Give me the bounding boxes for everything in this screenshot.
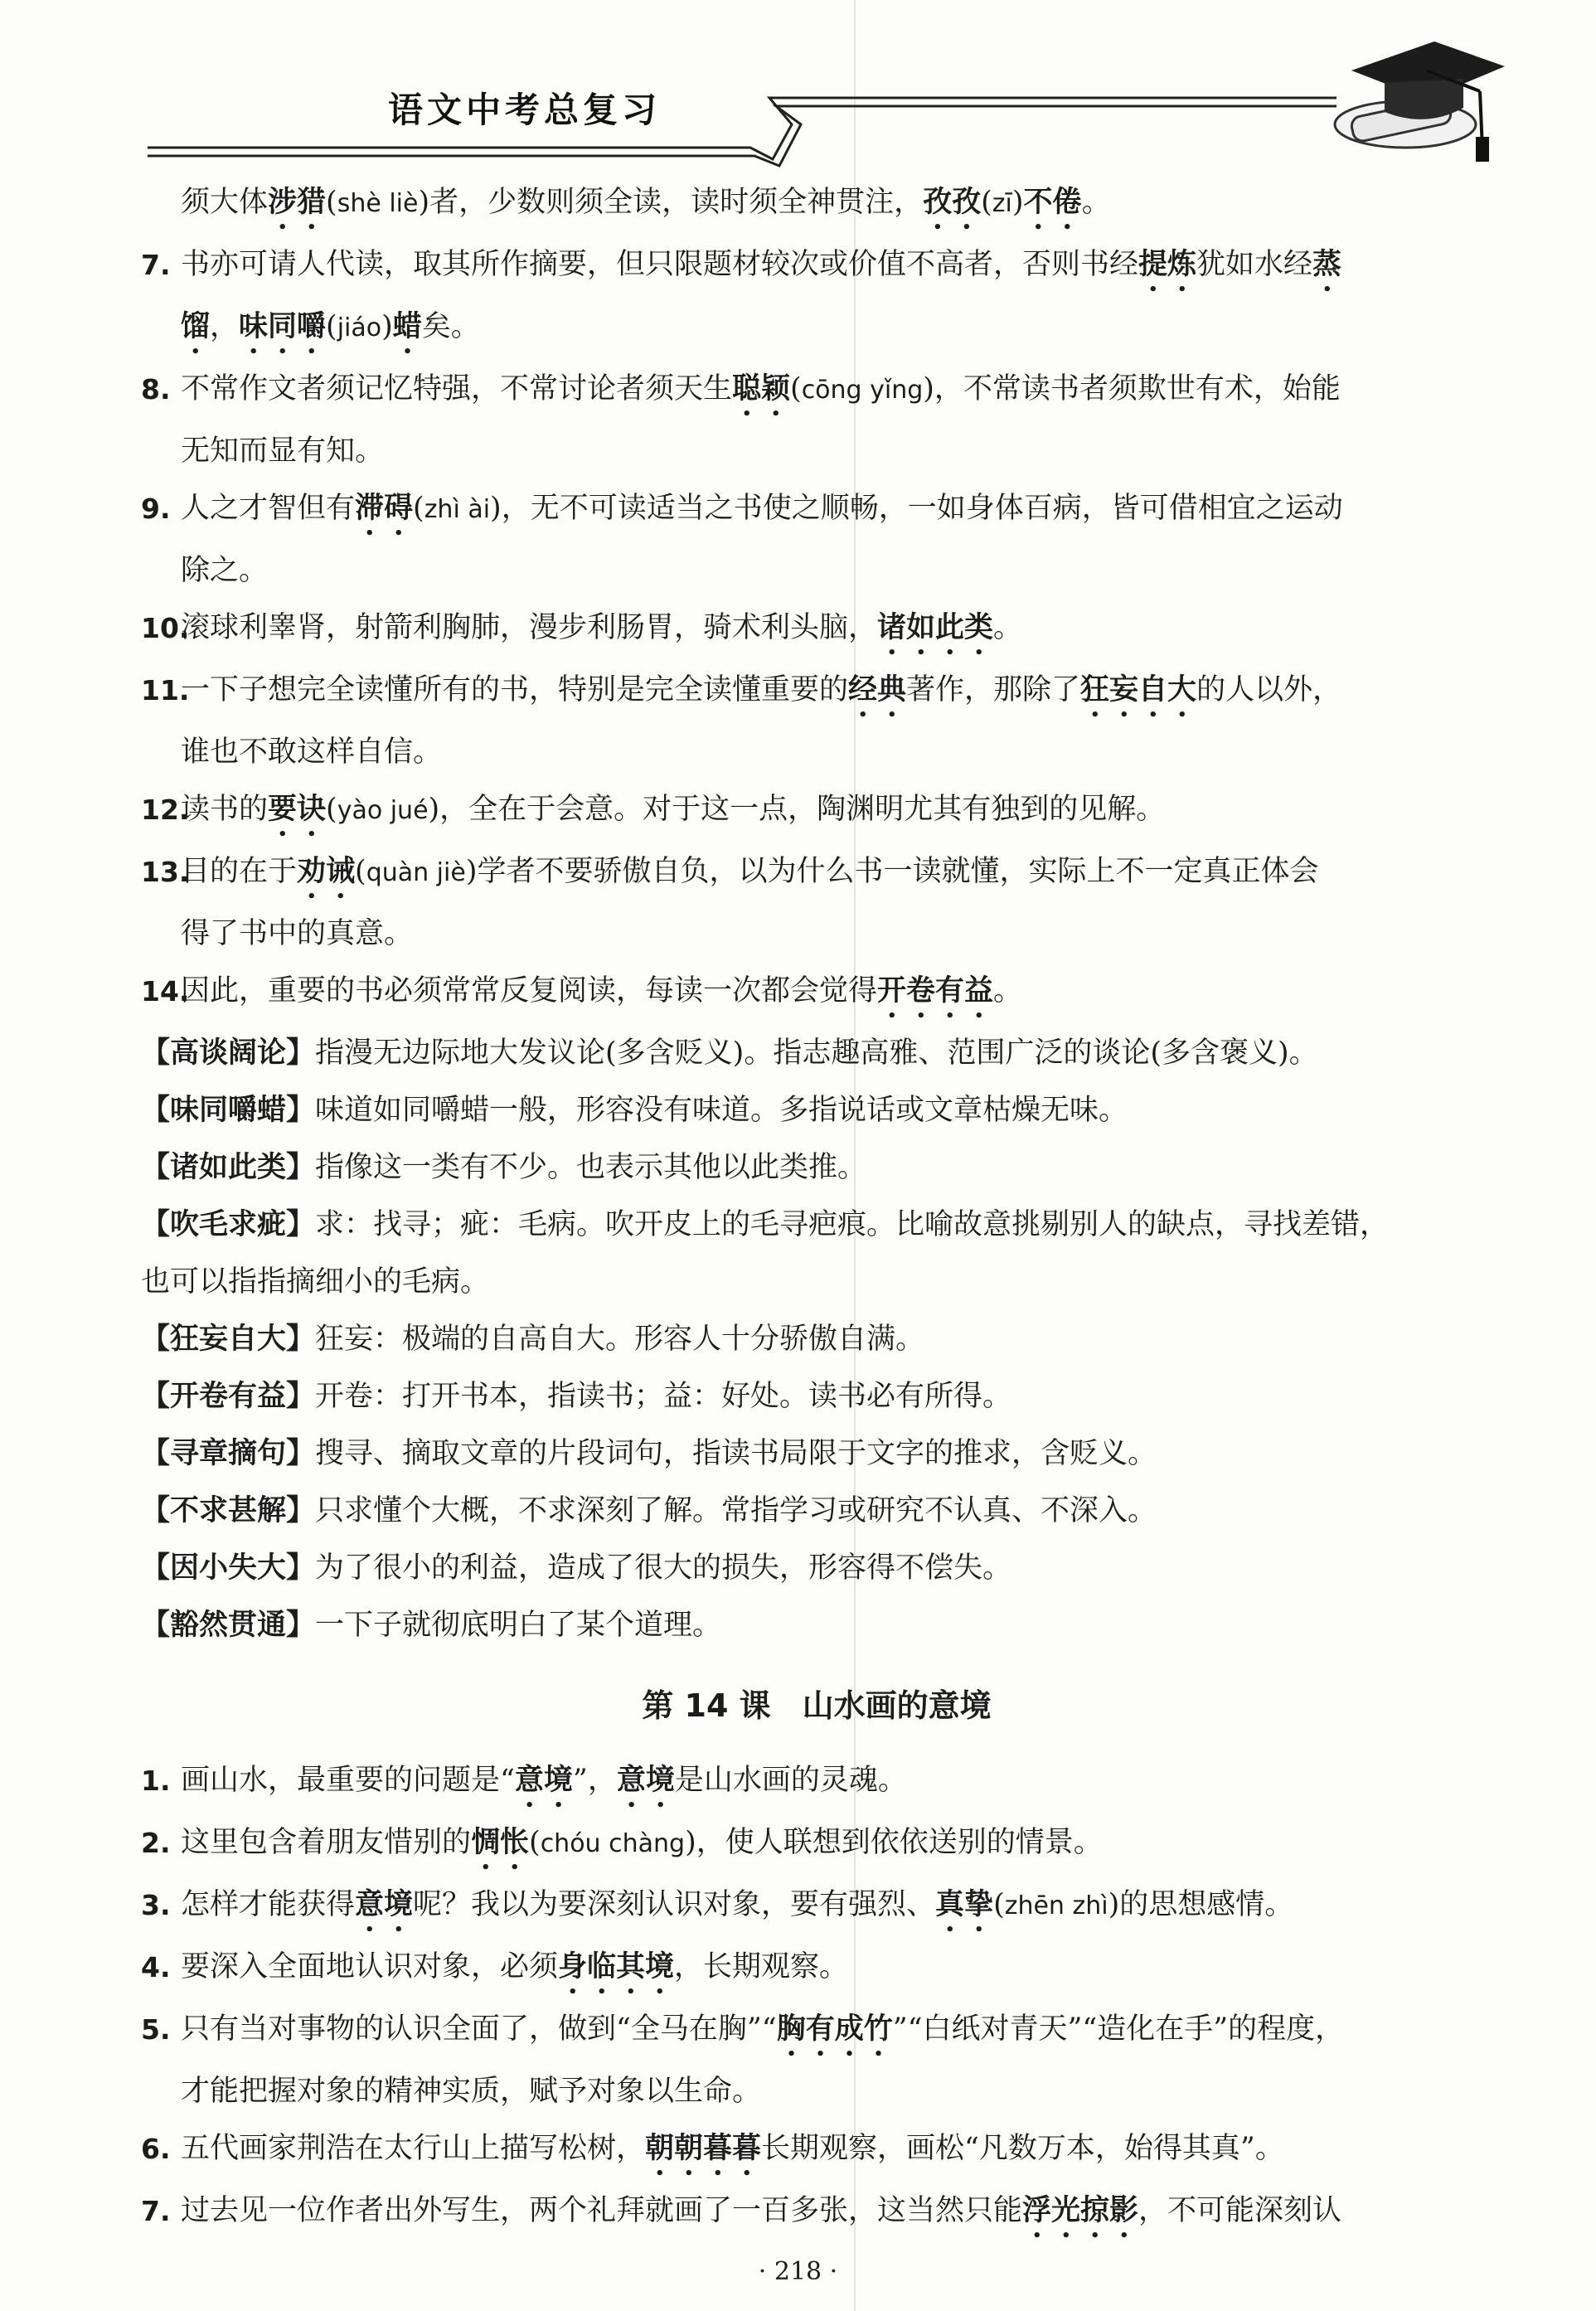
numbered-list-a — [141, 236, 1492, 1025]
item-number: 7. — [141, 2195, 171, 2227]
definition-term: 【豁然贯通】 — [141, 1609, 316, 1642]
item-text: 目的在于劝诫(quàn jiè)学者不要骄傲自负，以为什么书一读就懂，实际上不一定真正体会 — [181, 855, 1319, 888]
definition-entry — [141, 1025, 1492, 1082]
item-text: 一下子想完全读懂所有的书，特别是完全读懂重要的经典著作，那除了狂妄自大的人以外， — [181, 673, 1342, 706]
lesson-title: 第 14 课 山水画的意境 — [642, 1687, 992, 1724]
list-item — [141, 1814, 1492, 1876]
item-text: 怎样才能获得意境呢？我以为要深刻认识对象，要有强烈、真挚(zhēn zhì)的思想感情。 — [181, 1888, 1294, 1921]
definition-text: 指像这一类有不少。也表示其他以此类推。 — [315, 1151, 867, 1184]
definition-entry — [141, 1197, 1492, 1311]
page-number: · 218 · — [758, 2257, 838, 2286]
item-text-continued: 谁也不敢这样自信。 — [181, 736, 443, 769]
list-item — [141, 2182, 1492, 2245]
list-item — [141, 600, 1492, 662]
continuation-line — [141, 174, 1492, 236]
item-number: 5. — [141, 2013, 171, 2046]
item-number: 4. — [141, 1951, 171, 1983]
list-item — [141, 1939, 1492, 2001]
numbered-list-b — [141, 1752, 1492, 2245]
item-text: 因此，重要的书必须常常反复阅读，每读一次都会觉得开卷有益。 — [181, 974, 1023, 1007]
page-body — [141, 174, 1492, 2245]
definition-entry — [141, 1311, 1492, 1368]
item-text-continued: 除之。 — [181, 554, 269, 587]
definition-text: 一下子就彻底明白了某个道理。 — [315, 1609, 722, 1642]
running-header — [0, 0, 1596, 174]
list-item — [141, 361, 1492, 480]
item-text: 只有当对事物的认识全面了，做到“全马在胸”“胸有成竹”“白纸对青天”“造化在手”的程度， — [181, 2012, 1345, 2046]
item-text: 五代画家荆浩在太行山上描写松树，朝朝暮暮长期观察，画松“凡数万本，始得其真”。 — [181, 2132, 1284, 2165]
item-text: 滚球利睾肾，射箭利胸肺，漫步利肠胃，骑术利头脑，诸如此类。 — [181, 611, 1023, 644]
item-text-continued: 得了书中的真意。 — [181, 917, 414, 950]
definition-text: 狂妄：极端的自高自大。形容人十分骄傲自满。 — [315, 1323, 925, 1356]
definition-text-continued: 也可以指指摘细小的毛病。 — [141, 1265, 490, 1299]
item-number: 8. — [141, 373, 171, 405]
definition-text: 搜寻、摘取文章的片段词句，指读书局限于文字的推求，含贬义。 — [315, 1437, 1157, 1470]
item-text: 过去见一位作者出外写生，两个礼拜就画了一百多张，这当然只能浮光掠影，不可能深刻认 — [181, 2194, 1342, 2227]
list-item — [141, 236, 1492, 361]
definition-term: 【味同嚼蜡】 — [141, 1094, 316, 1127]
item-number: 10. — [141, 612, 190, 644]
definition-entry — [141, 1082, 1492, 1139]
item-number: 9. — [141, 493, 171, 525]
list-item — [141, 2001, 1492, 2120]
definition-text: 指漫无边际地大发议论(多含贬义)。指志趣高雅、范围广泛的谈论(多含褒义)。 — [315, 1037, 1318, 1070]
item-number: 7. — [141, 249, 171, 281]
definition-text: 开卷：打开书本，指读书；益：好处。读书必有所得。 — [315, 1380, 1012, 1413]
item-text-continued: 无知而显有知。 — [181, 435, 385, 468]
item-number: 3. — [141, 1889, 171, 1921]
definition-entry — [141, 1139, 1492, 1197]
book-title: 语文中考总复习 — [388, 90, 662, 130]
definition-term: 【因小失大】 — [141, 1551, 316, 1585]
definition-entry — [141, 1368, 1492, 1425]
item-text: 人之才智但有滞碍(zhì ài)，无不可读适当之书使之顺畅，一如身体百病，皆可借相宜之运动 — [181, 492, 1343, 525]
definition-text: 味道如同嚼蜡一般，形容没有味道。多指说话或文章枯燥无味。 — [315, 1094, 1128, 1127]
item-number: 12. — [141, 794, 190, 826]
graduation-cap-icon — [1327, 33, 1517, 166]
definition-term: 【诸如此类】 — [141, 1151, 316, 1184]
list-item — [141, 1876, 1492, 1939]
definition-entry — [141, 1540, 1492, 1597]
item-text-continued: 才能把握对象的精神实质，赋予对象以生命。 — [181, 2075, 762, 2108]
list-item — [141, 662, 1492, 781]
definition-entry — [141, 1597, 1492, 1654]
item-text: 书亦可请人代读，取其所作摘要，但只限题材较次或价值不高者，否则书经提炼犹如水经蒸 — [181, 248, 1342, 281]
definition-text: 为了很小的利益，造成了很大的损失，形容得不偿失。 — [315, 1551, 1012, 1585]
definition-entry — [141, 1483, 1492, 1540]
list-item — [141, 963, 1492, 1025]
definition-term: 【开卷有益】 — [141, 1380, 316, 1413]
definition-text: 求：找寻；疵：毛病。吹开皮上的毛寻疤痕。比喻故意挑剔别人的缺点，寻找差错， — [315, 1208, 1390, 1241]
item-text: 不常作文者须记忆特强，不常讨论者须天生聪颖(cōng yǐng)，不常读书者须欺世有术，始能 — [181, 372, 1341, 405]
item-number: 14. — [141, 975, 190, 1007]
item-number: 11. — [141, 674, 190, 706]
item-text-continued: 馏，味同嚼(jiáo)蜡矣。 — [181, 310, 480, 343]
item-number: 1. — [141, 1765, 171, 1797]
definition-term: 【不求甚解】 — [141, 1494, 316, 1527]
item-text: 要深入全面地认识对象，必须身临其境，长期观察。 — [181, 1950, 849, 1983]
item-text: 画山水，最重要的问题是“意境”，意境是山水画的灵魂。 — [181, 1764, 907, 1797]
list-item — [141, 843, 1492, 963]
definition-text: 只求懂个大概，不求深刻了解。常指学习或研究不认真、不深入。 — [315, 1494, 1157, 1527]
item-text: 这里包含着朋友惜别的惆怅(chóu chàng)，使人联想到依依送别的情景。 — [181, 1826, 1103, 1859]
item-number: 2. — [141, 1827, 171, 1859]
list-item — [141, 1752, 1492, 1814]
item-number: 6. — [141, 2133, 171, 2165]
definition-entry — [141, 1425, 1492, 1483]
definition-list — [141, 1025, 1492, 1654]
list-item — [141, 2120, 1492, 2182]
list-item — [141, 781, 1492, 843]
definition-term: 【吹毛求疵】 — [141, 1208, 316, 1241]
definition-term: 【狂妄自大】 — [141, 1323, 316, 1356]
definition-term: 【寻章摘句】 — [141, 1437, 316, 1470]
definition-term: 【高谈阔论】 — [141, 1037, 316, 1070]
list-item — [141, 480, 1492, 600]
continuation-text: 须大体涉猎(shè liè)者，少数则须全读，读时须全神贯注，孜孜(zī)不倦。 — [181, 186, 1111, 219]
item-number: 13. — [141, 856, 190, 888]
item-text: 读书的要诀(yào jué)，全在于会意。对于这一点，陶渊明尤其有独到的见解。 — [181, 793, 1166, 826]
